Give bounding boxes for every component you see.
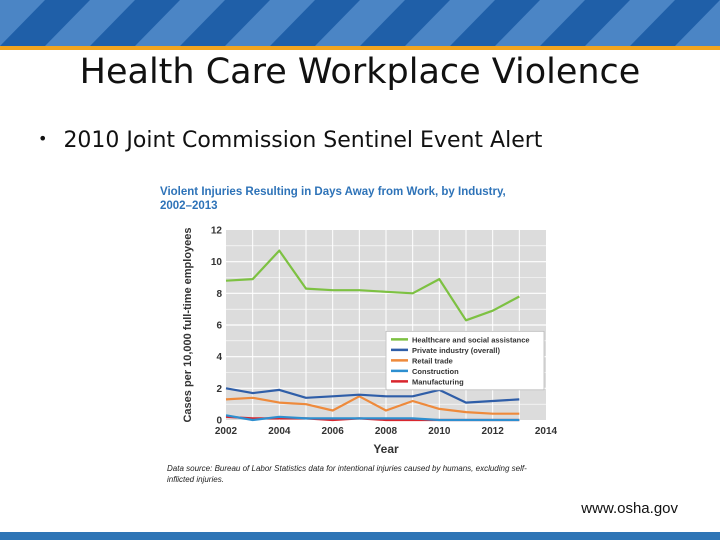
legend-label: Private industry (overall) — [412, 345, 500, 355]
y-tick-label: 10 — [210, 257, 222, 269]
y-tick-label: 6 — [216, 320, 222, 332]
banner-pattern — [0, 0, 720, 46]
legend-label: Healthcare and social assistance — [412, 335, 530, 345]
y-tick-label: 2 — [216, 383, 222, 395]
y-tick-label: 4 — [216, 352, 222, 364]
x-tick-label: 2004 — [268, 426, 291, 437]
y-tick-label: 0 — [216, 415, 222, 427]
bullet-item — [38, 128, 542, 153]
y-axis-label: Cases per 10,000 full-time employees — [182, 227, 194, 423]
chart-source-note: Data source: Bureau of Labor Statistics data for intentional injuries caused by humans, excluding self-inflicted injuries. — [167, 464, 527, 484]
x-tick-label: 2008 — [374, 426, 398, 437]
bottom-bar — [0, 532, 720, 540]
bullet-dot-icon: • — [38, 129, 48, 148]
x-tick-label: 2010 — [428, 426, 451, 437]
x-tick-label: 2002 — [214, 426, 238, 437]
x-axis-label: Year — [373, 442, 399, 456]
footer-url: www.osha.gov — [581, 500, 678, 517]
x-tick-label: 2014 — [534, 426, 558, 437]
x-tick-label: 2006 — [321, 426, 344, 437]
slide-title: Health Care Workplace Violence — [79, 52, 641, 92]
chart-title: Violent Injuries Resulting in Days Away from Work, by Industry, 2002–2013 — [160, 186, 506, 212]
x-tick-label: 2012 — [481, 426, 504, 437]
y-tick-label: 12 — [210, 225, 222, 237]
header-banner — [0, 0, 720, 46]
legend-label: Manufacturing — [412, 377, 464, 387]
banner-accent-line — [0, 46, 720, 50]
legend-label: Construction — [412, 366, 459, 376]
bullet-text: 2010 Joint Commission Sentinel Event Alert — [63, 128, 543, 153]
line-chart — [160, 220, 560, 460]
legend-label: Retail trade — [412, 356, 453, 366]
y-tick-label: 8 — [216, 288, 222, 300]
